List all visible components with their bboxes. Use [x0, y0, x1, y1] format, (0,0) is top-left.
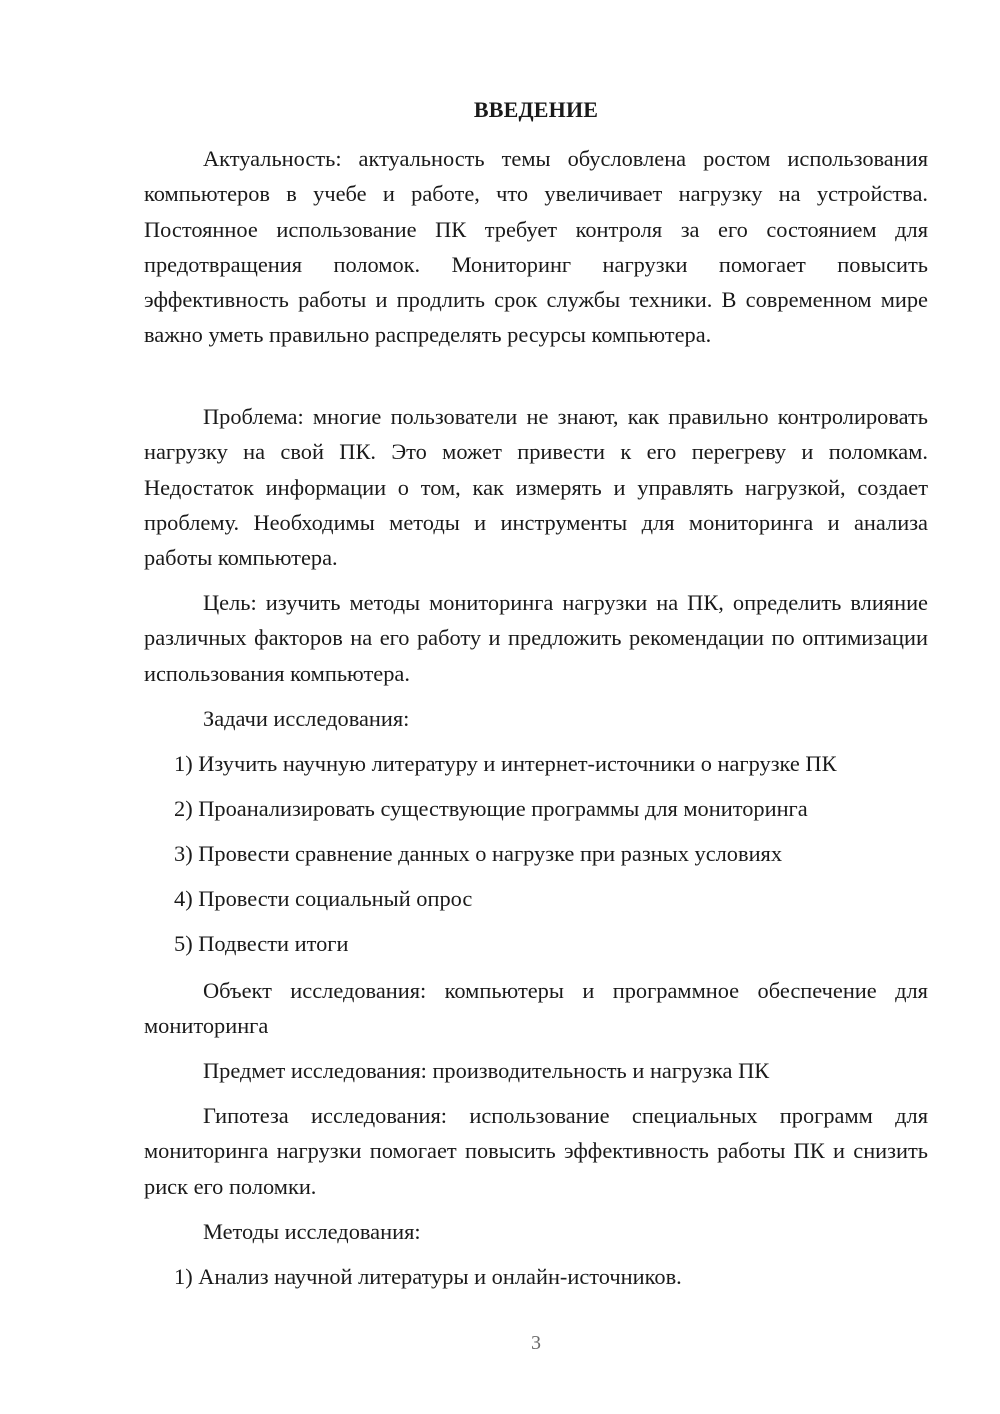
- task-item-2: 2) Проанализировать существующие программы для мониторинга: [174, 796, 808, 821]
- task-item-4: 4) Провести социальный опрос: [174, 886, 473, 911]
- methods-heading: Методы исследования:: [203, 1219, 421, 1244]
- task-item-1: 1) Изучить научную литературу и интернет-источники о нагрузке ПК: [174, 751, 837, 776]
- page-number: 3: [531, 1332, 541, 1354]
- hypothesis-paragraph: Гипотеза исследования: использование специальных программ для мониторинга нагрузки помогает повысить эффективность работы ПК и снизить риск его поломки.: [144, 1103, 928, 1199]
- relevance-paragraph: Актуальность: актуальность темы обусловлена ростом использования компьютеров в учебе и работе, что увеличивает нагрузку на устройства. Постоянное использование ПК требует контроля за его состоянием для предотвращения поломок. Мониторинг нагрузки помогает повысить эффективность работы и продлить срок службы техники. В современном мире важно уметь правильно распределять ресурсы компьютера.: [144, 146, 928, 348]
- problem-paragraph: Проблема: многие пользователи не знают, как правильно контролировать нагрузку на свой ПК. Это может привести к его перегреву и поломкам. Недостаток информации о том, как измерять и управлять нагрузкой, создает проблему. Необходимы методы и инструменты для мониторинга и анализа работы компьютера.: [144, 404, 928, 571]
- goal-paragraph: Цель: изучить методы мониторинга нагрузки на ПК, определить влияние различных факторов на его работу и предложить рекомендации по оптимизации использования компьютера.: [144, 590, 928, 686]
- method-item-1: 1) Анализ научной литературы и онлайн-источников.: [174, 1264, 682, 1289]
- tasks-heading: Задачи исследования:: [203, 706, 410, 731]
- task-item-3: 3) Провести сравнение данных о нагрузке при разных условиях: [174, 841, 783, 866]
- task-item-5: 5) Подвести итоги: [174, 931, 349, 956]
- page-title: ВВЕДЕНИЕ: [473, 97, 599, 122]
- object-paragraph: Объект исследования: компьютеры и программное обеспечение для мониторинга: [144, 978, 928, 1039]
- document-page: [144, 0, 928, 1414]
- subject-paragraph: Предмет исследования: производительность и нагрузка ПК: [203, 1058, 770, 1083]
